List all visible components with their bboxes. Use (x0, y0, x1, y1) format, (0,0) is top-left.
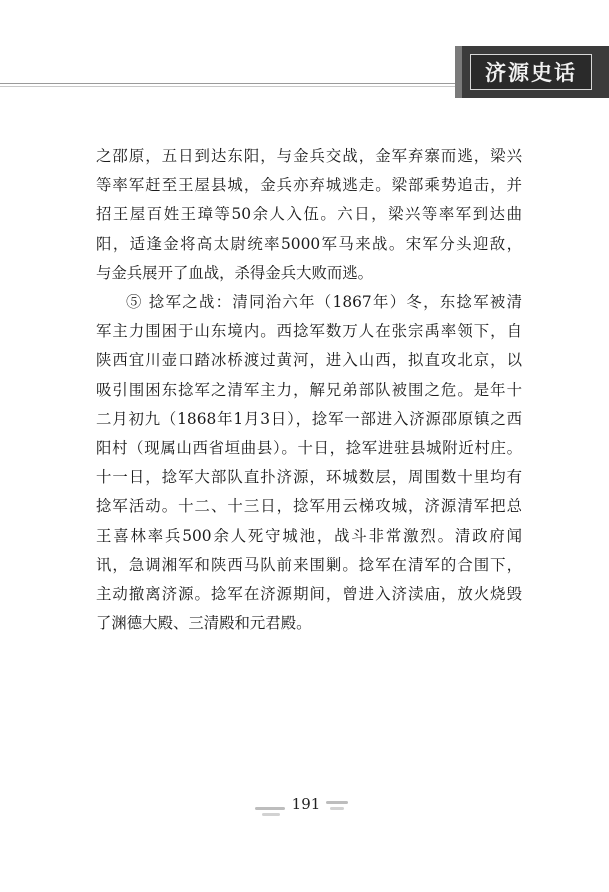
text-line: 捻军活动。十二、十三日，捻军用云梯攻城，济源清军把总 (96, 497, 522, 516)
swoosh-right-small-decoration (330, 807, 344, 810)
text-line: 之邵原，五日到达东阳，与金兵交战，金军弃寨而逃，梁兴 (96, 147, 522, 165)
text-line: 吸引围困东捻军之清军主力，解兄弟部队被围之危。是年十 (96, 380, 522, 399)
header-rule (0, 83, 455, 84)
text-line: 军主力围困于山东境内。西捻军数万人在张宗禹率领下，自 (96, 322, 522, 341)
text-line: 讯，急调湘军和陕西马队前来围剿。捻军在清军的合围下， (96, 555, 522, 574)
text-line: 阳，适逢金将高太尉统率5000军马来战。宋军分头迎敌， (96, 234, 522, 253)
text-line: 陕西宜川壶口踏冰桥渡过黄河，进入山西，拟直攻北京，以 (96, 351, 522, 370)
swoosh-left-small-decoration (262, 813, 280, 816)
text-line: ⑤ 捻军之战：清同治六年（1867年）冬，东捻军被清 (126, 293, 522, 312)
page-footer (0, 795, 609, 825)
header-rule-secondary (0, 86, 455, 87)
text-line: 王喜林率兵500余人死守城池，战斗非常激烈。清政府闻 (96, 526, 522, 545)
text-line: 十一日，捻军大部队直扑济源，环城数层，周围数十里均有 (96, 468, 522, 487)
paragraph-1 (96, 142, 522, 288)
text-line: 阳村（现属山西省垣曲县）。十日，捻军进驻县城附近村庄。 (96, 439, 522, 458)
paragraph-2 (96, 288, 522, 638)
text-line: 等率军赶至王屋县城，金兵亦弃城逃走。梁部乘势追击，并 (96, 176, 522, 195)
page-number: 191 (291, 795, 321, 813)
text-line: 招王屋百姓王璋等50余人入伍。六日，梁兴等率军到达曲 (96, 205, 522, 224)
logo-edge-decoration (455, 46, 462, 98)
swoosh-right-decoration (326, 801, 348, 804)
swoosh-left-decoration (255, 807, 285, 810)
seal-calligraphy-logo-icon (470, 54, 592, 90)
book-title-logo (462, 46, 609, 98)
text-line: 二月初九（1868年1月3日），捻军一部进入济源邵原镇之西 (96, 409, 522, 428)
text-line: 与金兵展开了血战，杀得金兵大败而逃。 (96, 263, 374, 282)
page-body (96, 142, 522, 638)
logo-text: 济源史话 (485, 61, 577, 85)
text-line: 了渊德大殿、三清殿和元君殿。 (96, 614, 312, 633)
text-line: 主动撤离济源。捻军在济源期间，曾进入济渎庙，放火烧毁 (96, 585, 522, 604)
